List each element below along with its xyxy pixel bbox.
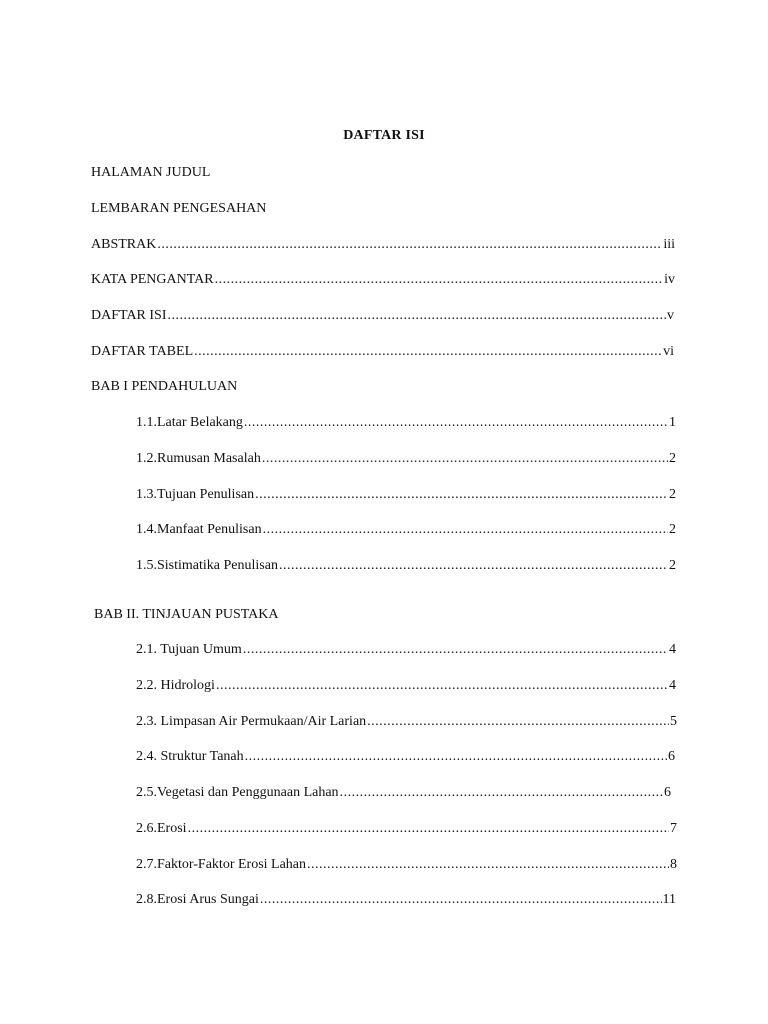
toc-entry-label: 2.5.Vegetasi dan Penggunaan Lahan <box>136 785 339 800</box>
toc-entry-label: DAFTAR TABEL <box>91 344 194 359</box>
toc-entry-page: 5 <box>670 714 677 729</box>
toc-entry-label: 1.3.Tujuan Penulisan <box>136 487 255 502</box>
toc-entry-page: 8 <box>670 857 677 872</box>
dot-leader <box>263 521 668 539</box>
toc-entry <box>136 414 676 432</box>
toc-entry-page: 2 <box>669 522 676 537</box>
toc-entry <box>136 557 676 575</box>
dot-leader <box>367 713 669 731</box>
toc-lembaran-pengesahan: LEMBARAN PENGESAHAN <box>91 201 267 216</box>
toc-entry-label: 2.2. Hidrologi <box>136 678 215 693</box>
toc-entry <box>136 856 677 874</box>
toc-entry-page: iv <box>664 272 675 287</box>
toc-entry-page: 2 <box>669 558 676 573</box>
bab2-heading: BAB II. TINJAUAN PUSTAKA <box>94 607 279 622</box>
dot-leader <box>215 271 664 289</box>
toc-entry-label: 1.2.Rumusan Masalah <box>136 451 261 466</box>
dot-leader <box>194 343 662 361</box>
toc-entry <box>136 748 675 766</box>
toc-entry-label: 2.1. Tujuan Umum <box>136 642 242 657</box>
toc-entry-label: 1.1.Latar Belakang <box>136 415 243 430</box>
toc-entry-page: 6 <box>664 785 671 800</box>
toc-entry-label: 2.6.Erosi <box>136 821 187 836</box>
toc-entry <box>136 891 676 909</box>
dot-leader <box>307 856 669 874</box>
toc-entry-label: 2.7.Faktor-Faktor Erosi Lahan <box>136 857 307 872</box>
toc-entry <box>91 307 674 325</box>
dot-leader <box>279 557 668 575</box>
toc-entry-page: 2 <box>669 451 676 466</box>
toc-entry-label: 1.5.Sistimatika Penulisan <box>136 558 278 573</box>
toc-entry <box>136 486 676 504</box>
toc-entry-label: 2.4. Struktur Tanah <box>136 749 244 764</box>
toc-entry <box>136 521 676 539</box>
toc-entry <box>136 641 676 659</box>
toc-entry <box>136 784 671 802</box>
dot-leader <box>243 641 668 659</box>
toc-entry-page: 7 <box>670 821 677 836</box>
toc-halaman-judul: HALAMAN JUDUL <box>91 165 211 180</box>
toc-entry-label: 1.4.Manfaat Penulisan <box>136 522 262 537</box>
dot-leader <box>262 450 668 468</box>
toc-entry <box>136 450 676 468</box>
toc-entry-page: iii <box>663 237 675 252</box>
toc-entry-page: 2 <box>669 487 676 502</box>
page-title: DAFTAR ISI <box>343 128 425 143</box>
dot-leader <box>157 236 662 254</box>
dot-leader <box>244 414 668 432</box>
toc-entry-label: 2.3. Limpasan Air Permukaan/Air Larian <box>136 714 367 729</box>
toc-entry-page: 4 <box>669 678 676 693</box>
toc-entry <box>136 820 677 838</box>
toc-entry-label: ABSTRAK <box>91 237 157 252</box>
toc-entry <box>136 713 677 731</box>
toc-entry-page: 6 <box>668 749 675 764</box>
toc-entry-label: DAFTAR ISI <box>91 308 167 323</box>
toc-entry-page: 1 <box>669 415 676 430</box>
dot-leader <box>188 820 669 838</box>
dot-leader <box>245 748 667 766</box>
dot-leader <box>260 891 662 909</box>
dot-leader <box>255 486 668 504</box>
dot-leader <box>340 784 663 802</box>
toc-entry <box>91 271 675 289</box>
toc-entry-label: KATA PENGANTAR <box>91 272 214 287</box>
toc-entry-page: vi <box>663 344 674 359</box>
dot-leader <box>168 307 667 325</box>
bab1-heading: BAB I PENDAHULUAN <box>91 379 238 394</box>
toc-entry-page: 11 <box>662 892 676 907</box>
toc-entry-page: 4 <box>669 642 676 657</box>
toc-entry-page: v <box>667 308 674 323</box>
toc-entry <box>91 236 675 254</box>
toc-entry-label: 2.8.Erosi Arus Sungai <box>136 892 259 907</box>
dot-leader <box>216 677 668 695</box>
toc-entry <box>91 343 674 361</box>
toc-entry <box>136 677 676 695</box>
